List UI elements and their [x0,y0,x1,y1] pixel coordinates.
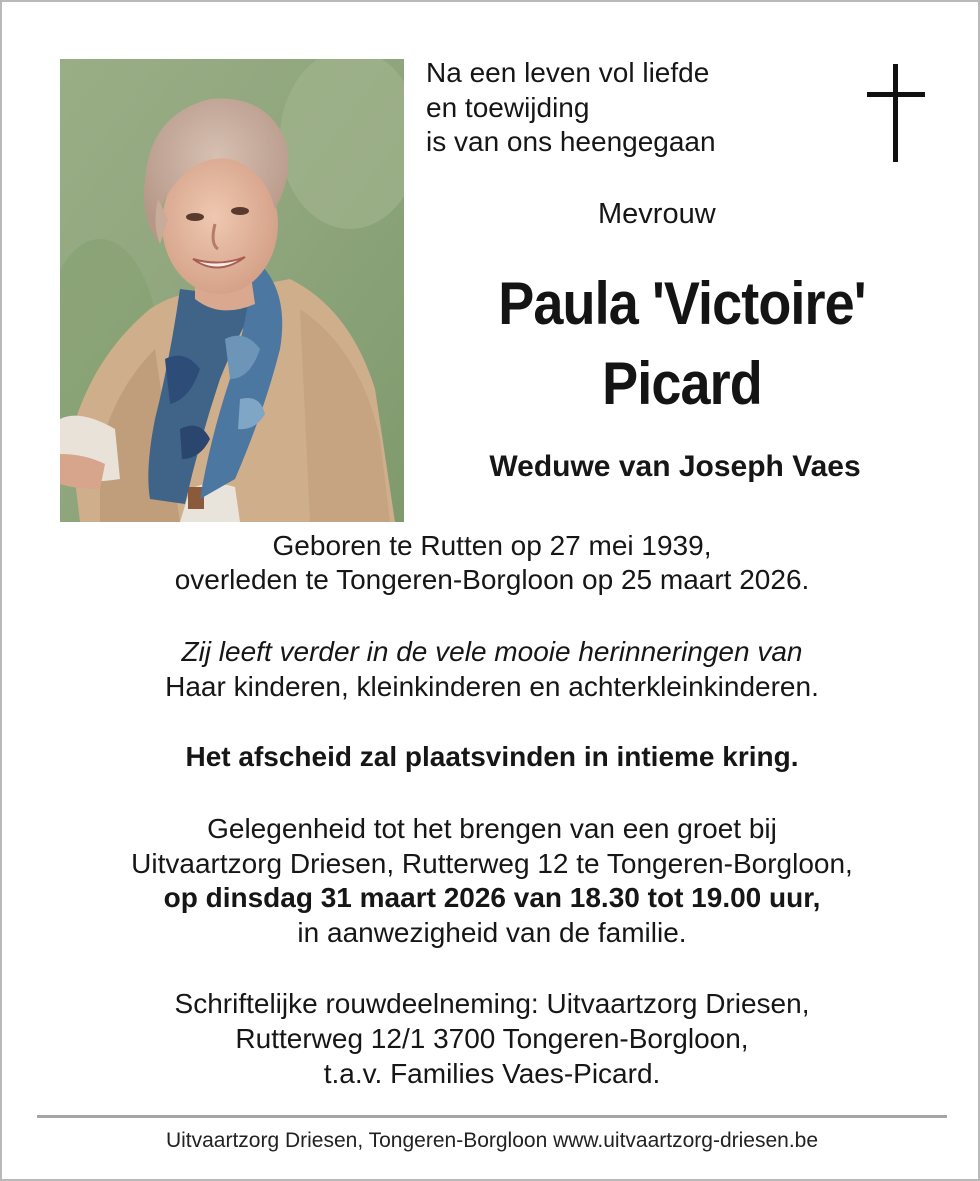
intro-line: Na een leven vol liefde [426,57,710,88]
farewell-notice: Het afscheid zal plaatsvinden in intieme kring. [185,741,799,772]
deceased-name-first: Paula 'Victoire' [498,270,866,337]
intro-line: is van ons heengegaan [426,126,716,157]
intro-line: en toewijding [426,91,590,123]
memories-line: Zij leeft verder in de vele mooie herinneringen van [181,636,803,667]
birth-line: Geboren te Rutten op 27 mei 1939, [272,530,712,561]
honorific: Mevrouw [598,198,716,230]
portrait-photo [60,59,404,522]
deceased-name-last: Picard [602,350,762,417]
visitation-line: in aanwezigheid van de familie. [297,917,687,948]
footer-divider [37,1115,947,1118]
visitation-datetime: op dinsdag 31 maart 2026 van 18.30 tot 19.00 uur, [163,882,821,913]
survivors-line: Haar kinderen, kleinkinderen en achterkleinkinderen. [165,671,819,702]
condolence-line: Rutterweg 12/1 3700 Tongeren-Borgloon, [235,1023,749,1054]
footer-text: Uitvaartzorg Driesen, Tongeren-Borgloon www.uitvaartzorg-driesen.be [165,1129,819,1152]
visitation-line: Gelegenheid tot het brengen van een groet bij [207,813,777,844]
visitation-line: Uitvaartzorg Driesen, Rutterweg 12 te Tongeren-Borgloon, [131,848,853,879]
intro-text [426,56,826,160]
condolence-line: Schriftelijke rouwdeelneming: Uitvaartzorg Driesen, [174,988,810,1019]
death-line: overleden te Tongeren-Borgloon op 25 maart 2026. [174,564,810,595]
cross-icon [867,64,925,162]
widow-of: Weduwe van Joseph Vaes [489,450,861,483]
condolence-line: t.a.v. Families Vaes-Picard. [323,1058,661,1089]
